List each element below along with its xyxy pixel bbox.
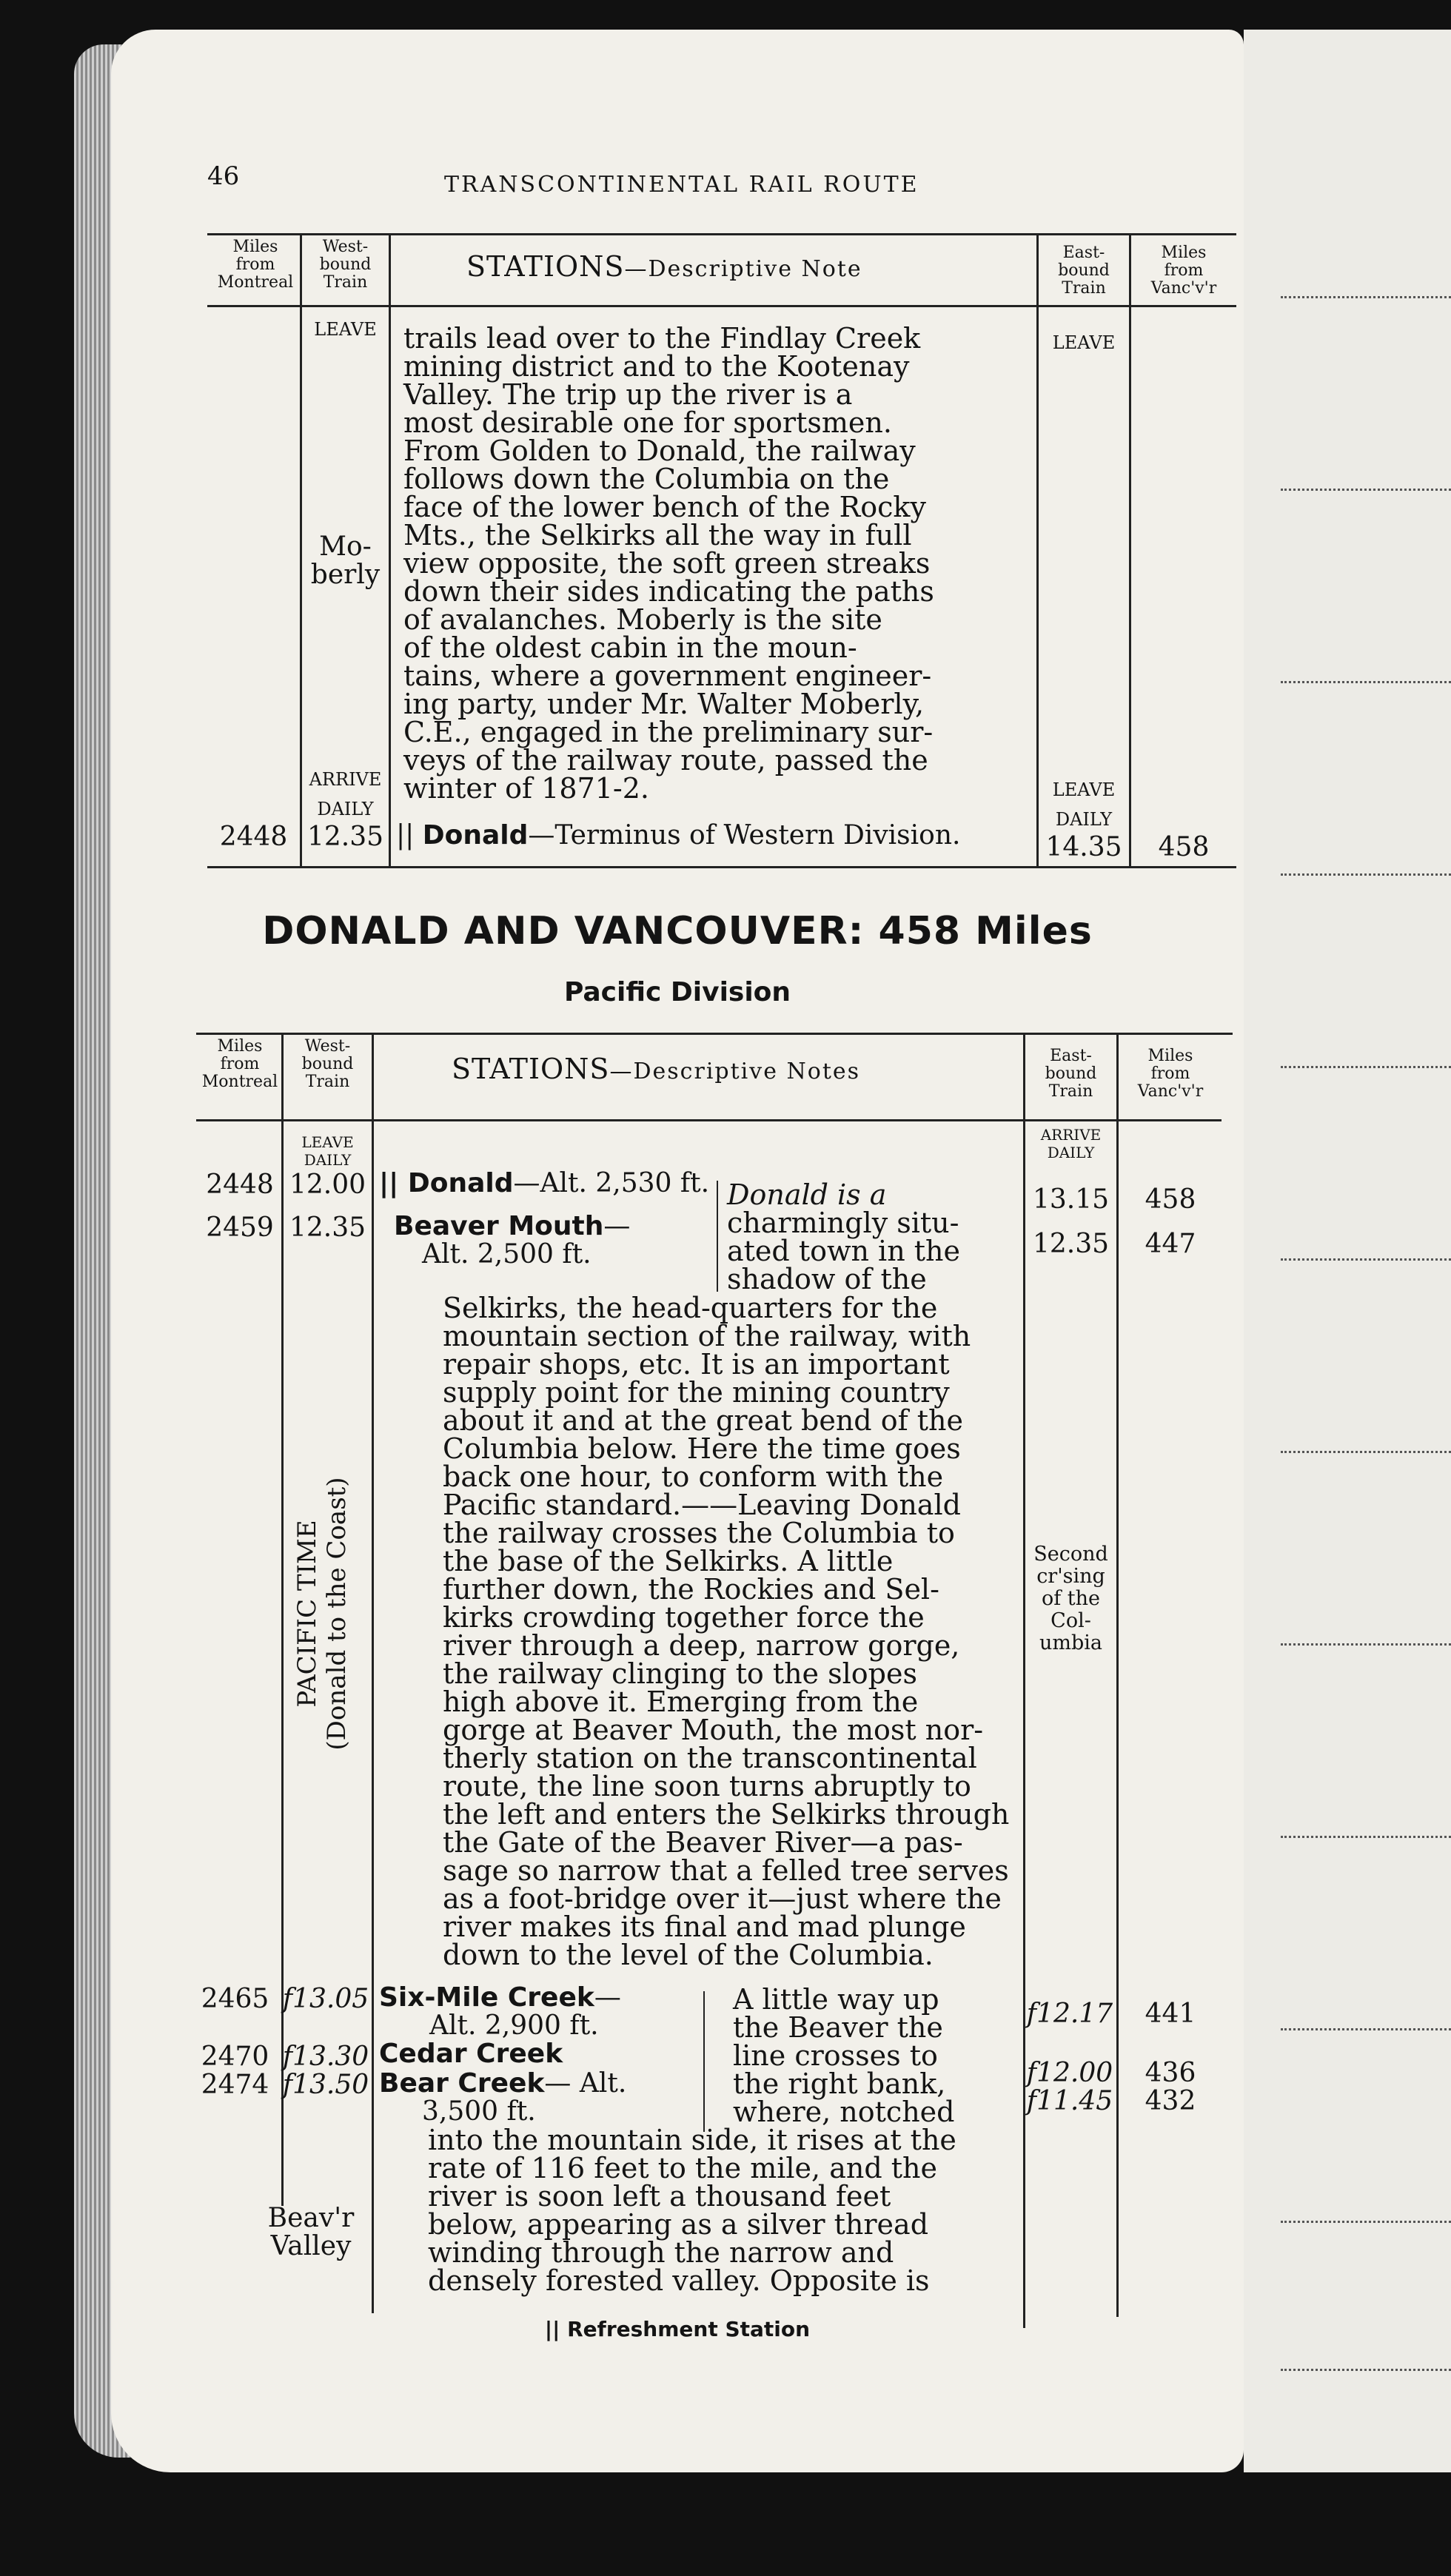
- row-sixmile-wt: f13.05: [282, 1984, 369, 2014]
- col-miles-vancouver: Miles from Vanc'v'r: [1150, 244, 1217, 298]
- description-text: trails lead over to the Findlay Creek mining district and to the Kootenay Valley. The trip up the river is a most desirable one for sportsmen. From Golden to Donald, the railway follows down the Columbia on the face of the lower bench of the Rocky Mts., the Selkirks all the way in full view opposite, the soft green streaks down their sides indicating the paths of avalanches. Moberly is the site of the oldest cabin in the moun- tains, where a government engineer- ing party, under Mr. Walter Moberly, C.E., engaged in the preliminary sur- veys of the railway route, passed the winter of 1871-2.: [403, 322, 934, 805]
- row-beaver-mm: 2459: [206, 1212, 274, 1243]
- daily-label: DAILY: [317, 799, 374, 819]
- leave2-label: LEAVE: [301, 1133, 354, 1151]
- col-miles-montreal: Miles from Montreal: [217, 238, 294, 292]
- row-sixmile-station: Six-Mile Creek—: [379, 1982, 621, 2013]
- row-bear-mv: 432: [1145, 2086, 1196, 2116]
- row-donald-mm: 2448: [206, 1170, 274, 1200]
- donald-miles-vancouver: 458: [1158, 832, 1210, 862]
- refreshment-footnote: || Refreshment Station: [544, 2317, 811, 2341]
- donald-west-time: 12.35: [306, 822, 384, 852]
- running-title: TRANSCONTINENTAL RAIL ROUTE: [444, 172, 919, 198]
- row-donald-wt: 12.00: [289, 1170, 366, 1200]
- row-beaver-wt: 12.35: [289, 1212, 366, 1243]
- row-beaver-et: 12.35: [1032, 1229, 1110, 1259]
- donald-side-note: Donald is a charmingly situ- ated town in the shadow of the: [727, 1178, 960, 1295]
- page-number: 46: [207, 161, 240, 191]
- second-crossing-label: Second cr'sing of the Col- umbia: [1033, 1543, 1108, 1654]
- row-cedar-wt: f13.30: [282, 2042, 369, 2072]
- donald-terminus-row: || Donald—Terminus of Western Division.: [396, 820, 961, 851]
- bear-creek-description: into the mountain side, it rises at the rate of 116 feet to the mile, and the river is soon left a thousand feet below, appearing as a silver thread winding through the narrow and densely forested valley. Opposite is: [428, 2124, 956, 2297]
- col2-westbound: West- bound Train: [301, 1037, 354, 1091]
- row-beaver-alt: Alt. 2,500 ft.: [422, 1239, 592, 1269]
- col-stations: STATIONS—Descriptive Note: [466, 250, 862, 283]
- arrive2-label: ARRIVE: [1040, 1126, 1102, 1144]
- donald-miles-montreal: 2448: [219, 822, 288, 852]
- pacific-time-label: PACIFIC TIME (Donald to the Coast): [292, 1477, 352, 1751]
- row-donald-station: || Donald—Alt. 2,530 ft.: [379, 1168, 710, 1198]
- book-page: [111, 30, 1244, 2472]
- col2-stations: STATIONS—Descriptive Notes: [452, 1053, 861, 1085]
- facing-page: [1244, 30, 1451, 2472]
- row-bear-wt: f13.50: [282, 2070, 369, 2100]
- row-bear-alt: 3,500 ft.: [422, 2096, 536, 2127]
- col-eastbound: East- bound Train: [1058, 244, 1110, 298]
- row-bear-station: Bear Creek— Alt.: [379, 2068, 627, 2099]
- moberly-label: Mo- berly: [310, 531, 381, 590]
- leave-label-east: LEAVE: [1052, 332, 1116, 353]
- row-bear-mm: 2474: [201, 2070, 269, 2100]
- daily-label-east: DAILY: [1055, 809, 1113, 830]
- row-beaver-mv: 447: [1145, 1229, 1196, 1259]
- row-beaver-station: Beaver Mouth—: [394, 1211, 631, 1241]
- row-sixmile-mv: 441: [1145, 1999, 1196, 2029]
- row-donald-et: 13.15: [1032, 1184, 1110, 1215]
- donald-east-time: 14.35: [1045, 832, 1122, 862]
- row-bear-et: f11.45: [1026, 2086, 1113, 2116]
- section-subtitle: Pacific Division: [563, 977, 791, 1007]
- beaver-side-note: A little way up the Beaver the line crosses to the right bank, where, notched: [733, 1983, 955, 2128]
- daily2-label-east: DAILY: [1047, 1144, 1095, 1161]
- section-title: DONALD AND VANCOUVER: 458 Miles: [262, 909, 1093, 953]
- row-donald-mv: 458: [1145, 1184, 1196, 1215]
- row-sixmile-alt: Alt. 2,900 ft.: [429, 2010, 599, 2041]
- col2-miles-vancouver: Miles from Vanc'v'r: [1137, 1047, 1204, 1101]
- row-cedar-mv: 436: [1145, 2058, 1196, 2088]
- pacific-description: Selkirks, the head-quarters for the mountain section of the railway, with repair shops, etc. It is an important supply point for the mining country about it and at the great bend of the Columbia below. Here the time goes back one hour, to conform with the Pacific standard.——Leaving Donald the railway crosses the Columbia to the base of the Selkirks. A little further down, the Rockies and Sel- kirks crowding together force the river through a deep, narrow gorge, the railway clinging to the slopes high above it. Emerging from the gorge at Beaver Mouth, the most nor- therly station on the transcontinental route, the line soon turns abruptly to the left and enters the Selkirks through the Gate of the Beaver River—a pas- sage so narrow that a felled tree serves as a foot-bridge over it—just where the river makes its final and mad plunge down to the level of the Columbia.: [443, 1292, 1010, 1971]
- row-sixmile-et: f12.17: [1026, 1999, 1113, 2029]
- col-westbound: West- bound Train: [319, 238, 372, 292]
- col2-miles-montreal: Miles from Montreal: [201, 1037, 278, 1091]
- leave-label-east-2: LEAVE: [1052, 779, 1116, 800]
- leave-label: LEAVE: [314, 319, 377, 340]
- arrive-label: ARRIVE: [309, 769, 382, 790]
- row-sixmile-mm: 2465: [201, 1984, 269, 2014]
- row-cedar-mm: 2470: [201, 2042, 269, 2072]
- row-cedar-station: Cedar Creek: [379, 2039, 563, 2069]
- col2-eastbound: East- bound Train: [1045, 1047, 1097, 1101]
- beaver-valley-label: Beav'r Valley: [267, 2203, 355, 2261]
- row-cedar-et: f12.00: [1026, 2058, 1113, 2088]
- daily2-label: DAILY: [304, 1151, 352, 1169]
